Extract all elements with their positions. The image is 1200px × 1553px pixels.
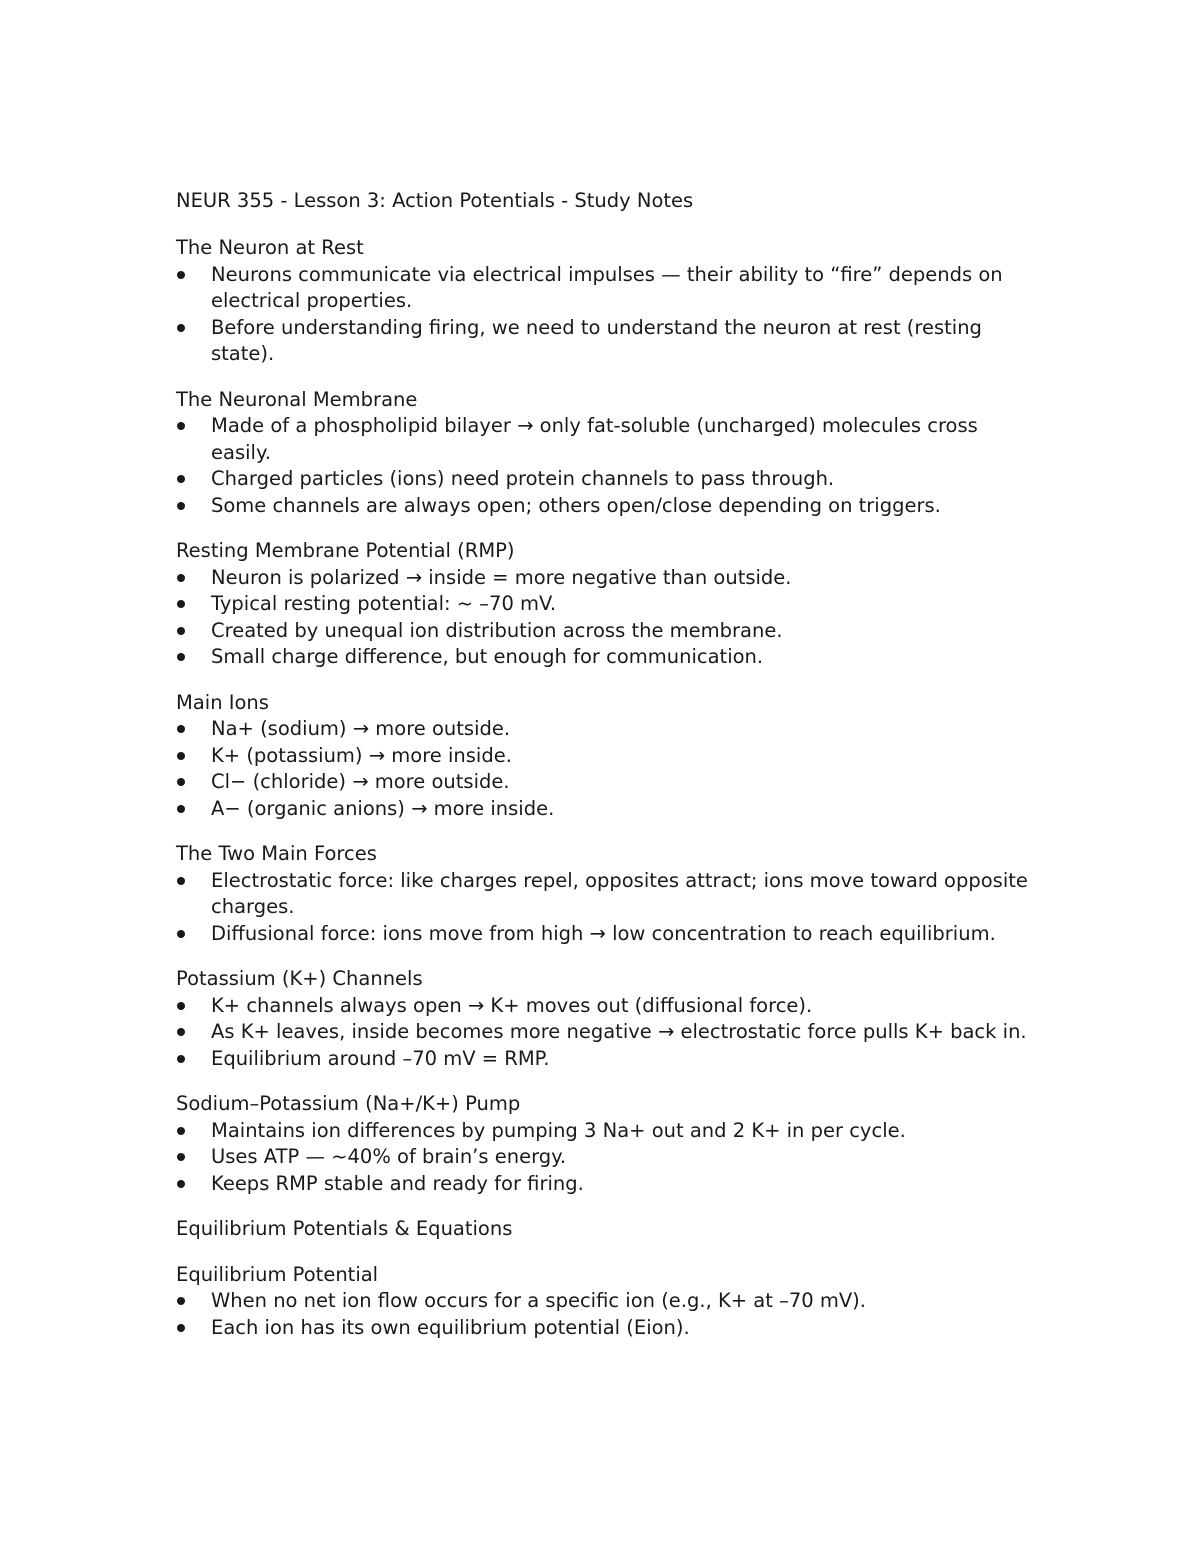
bullet-item	[176, 921, 1036, 948]
bullet-item	[176, 1288, 1036, 1315]
bullet-dot-icon	[177, 653, 185, 661]
bullet-dot-icon	[177, 1028, 185, 1036]
bullet-list	[176, 413, 1036, 519]
bullet-dot-icon	[177, 1324, 185, 1332]
bullet-item	[176, 1171, 1036, 1198]
bullet-list	[176, 716, 1036, 822]
notes-section	[176, 690, 1036, 823]
section-heading: Main Ions	[176, 690, 269, 714]
bullet-dot-icon	[177, 1153, 185, 1161]
bullet-text: Diffusional force: ions move from high → low concentration to reach equilibrium.	[211, 921, 996, 945]
bullet-dot-icon	[177, 271, 185, 279]
notes-section	[176, 235, 1036, 368]
bullet-dot-icon	[177, 1055, 185, 1063]
section-heading: Equilibrium Potentials & Equations	[176, 1217, 513, 1240]
bullet-item	[176, 1315, 1036, 1342]
bullet-item	[176, 993, 1036, 1020]
document-body	[176, 235, 1036, 1341]
notes-section	[176, 966, 1036, 1072]
section-heading: Potassium (K+) Channels	[176, 967, 423, 990]
bullet-text: Uses ATP — ~40% of brain’s energy.	[211, 1145, 567, 1168]
bullet-item	[176, 565, 1036, 592]
bullet-dot-icon	[177, 627, 185, 635]
bullet-dot-icon	[177, 877, 185, 885]
bullet-dot-icon	[177, 805, 185, 813]
section-heading: The Neuronal Membrane	[176, 387, 418, 411]
bullet-item	[176, 315, 1036, 368]
notes-section	[176, 1262, 1036, 1342]
bullet-item	[176, 1046, 1036, 1073]
bullet-item	[176, 868, 1036, 921]
bullet-text: K+ (potassium) → more inside.	[211, 743, 512, 767]
section-heading: Equilibrium Potential	[176, 1262, 379, 1286]
bullet-text: Neuron is polarized → inside = more negative than outside.	[211, 565, 792, 589]
bullet-dot-icon	[177, 574, 185, 582]
bullet-list	[176, 565, 1036, 671]
bullet-item	[176, 1118, 1036, 1145]
notes-section	[176, 841, 1036, 947]
section-heading: The Two Main Forces	[176, 842, 377, 865]
notes-section	[176, 538, 1036, 671]
bullet-text: Small charge difference, but enough for communication.	[211, 645, 764, 668]
section-heading: The Neuron at Rest	[176, 236, 364, 259]
bullet-text: Each ion has its own equilibrium potential (Eion).	[211, 1315, 690, 1339]
bullet-dot-icon	[177, 1180, 185, 1188]
bullet-dot-icon	[177, 475, 185, 483]
bullet-text: K+ channels always open → K+ moves out (diffusional force).	[211, 993, 813, 1017]
bullet-item	[176, 466, 1036, 493]
bullet-item	[176, 644, 1036, 671]
bullet-text: Keeps RMP stable and ready for firing.	[211, 1171, 584, 1195]
bullet-text: Cl− (chloride) → more outside.	[211, 770, 510, 793]
bullet-item	[176, 262, 1036, 315]
bullet-dot-icon	[177, 324, 185, 332]
bullet-text: Typical resting potential: ~ –70 mV.	[211, 592, 557, 615]
bullet-item	[176, 1019, 1036, 1046]
notes-section	[176, 1091, 1036, 1197]
section-heading: Resting Membrane Potential (RMP)	[176, 539, 515, 562]
bullet-text: A− (organic anions) → more inside.	[211, 796, 555, 820]
bullet-item	[176, 493, 1036, 520]
bullet-dot-icon	[177, 422, 185, 430]
notes-section	[176, 1216, 1036, 1243]
bullet-item	[176, 743, 1036, 770]
bullet-list	[176, 262, 1036, 368]
bullet-item	[176, 796, 1036, 823]
bullet-dot-icon	[177, 778, 185, 786]
bullet-dot-icon	[177, 600, 185, 608]
bullet-dot-icon	[177, 1297, 185, 1305]
bullet-item	[176, 413, 1036, 466]
bullet-list	[176, 868, 1036, 948]
bullet-text: Electrostatic force: like charges repel, opposites attract; ions move toward opposite charges.	[211, 868, 1028, 918]
bullet-text: When no net ion flow occurs for a specific ion (e.g., K+ at –70 mV).	[211, 1289, 866, 1312]
bullet-list	[176, 1118, 1036, 1198]
document-title: NEUR 355 - Lesson 3: Action Potentials - Study Notes	[176, 189, 694, 212]
bullet-text: Some channels are always open; others open/close depending on triggers.	[211, 493, 941, 517]
bullet-text: Maintains ion differences by pumping 3 Na+ out and 2 K+ in per cycle.	[211, 1118, 906, 1142]
bullet-item	[176, 716, 1036, 743]
bullet-text: Made of a phospholipid bilayer → only fat-soluble (uncharged) molecules cross easily.	[211, 414, 978, 464]
bullet-text: Equilibrium around –70 mV = RMP.	[211, 1046, 550, 1070]
bullet-text: Neurons communicate via electrical impulses — their ability to “fire” depends on electrical properties.	[211, 262, 1003, 312]
bullet-dot-icon	[177, 752, 185, 760]
bullet-item	[176, 618, 1036, 645]
bullet-text: As K+ leaves, inside becomes more negative → electrostatic force pulls K+ back in.	[211, 1020, 1027, 1043]
bullet-list	[176, 1288, 1036, 1341]
bullet-text: Na+ (sodium) → more outside.	[211, 717, 511, 740]
bullet-text: Before understanding firing, we need to understand the neuron at rest (resting state).	[211, 315, 982, 365]
bullet-dot-icon	[177, 930, 185, 938]
bullet-item	[176, 591, 1036, 618]
bullet-item	[176, 769, 1036, 796]
bullet-dot-icon	[177, 502, 185, 510]
section-heading: Sodium–Potassium (Na+/K+) Pump	[176, 1092, 521, 1115]
bullet-text: Created by unequal ion distribution across the membrane.	[211, 618, 783, 642]
bullet-item	[176, 1144, 1036, 1171]
notes-section	[176, 387, 1036, 520]
bullet-text: Charged particles (ions) need protein channels to pass through.	[211, 467, 835, 490]
document-page	[176, 187, 1036, 1360]
bullet-dot-icon	[177, 1002, 185, 1010]
bullet-dot-icon	[177, 725, 185, 733]
bullet-dot-icon	[177, 1127, 185, 1135]
bullet-list	[176, 993, 1036, 1073]
